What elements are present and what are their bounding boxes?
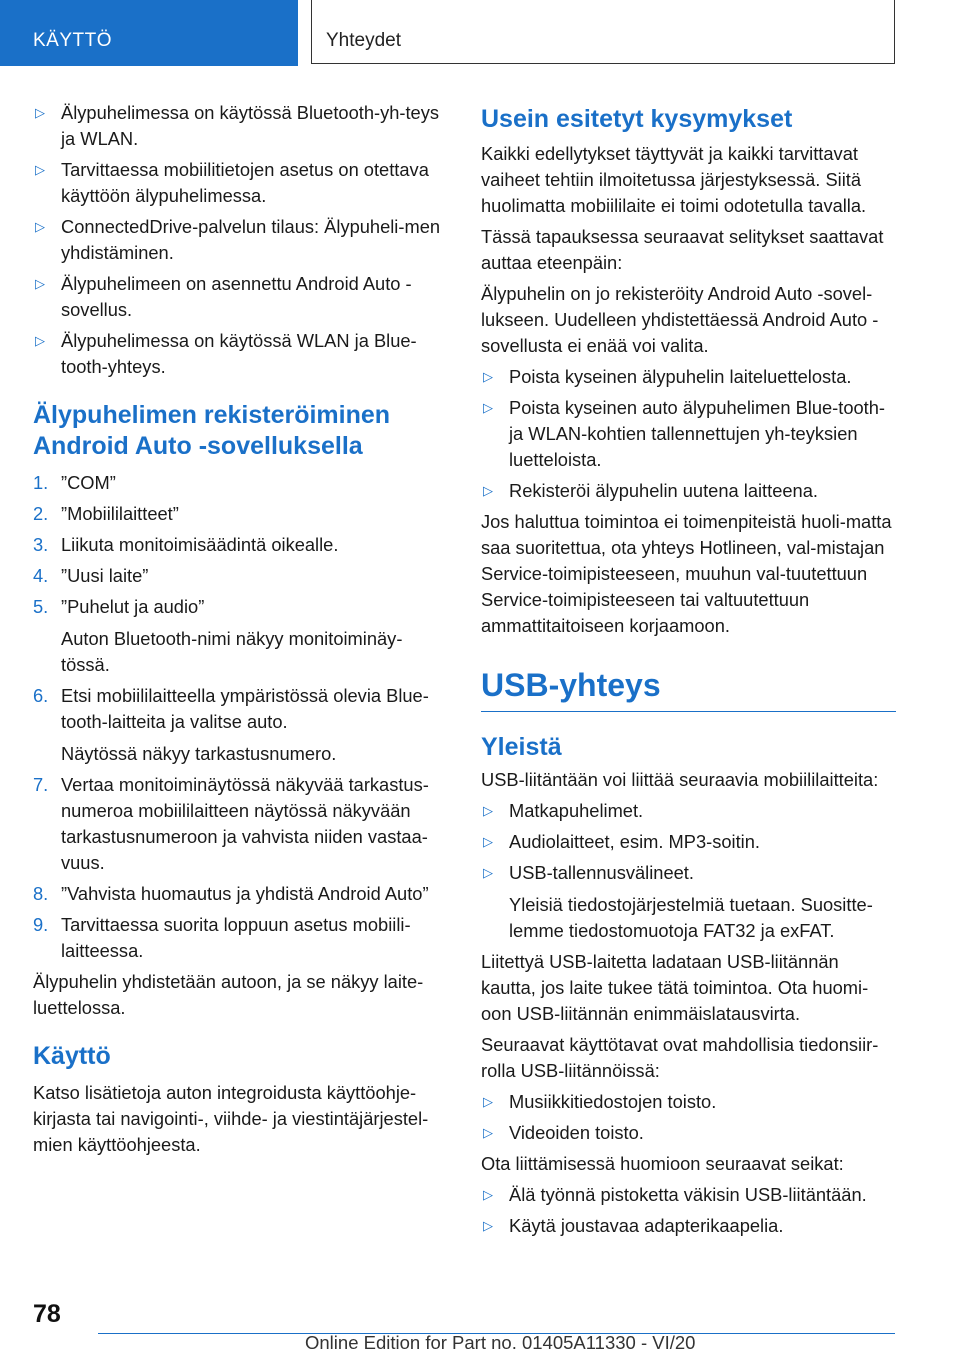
- general-heading: Yleistä: [481, 733, 562, 761]
- general-paragraph: Seuraavat käyttötavat ovat mahdollisia tiedonsiir‐rolla USB-liitännöissä:: [481, 1034, 879, 1081]
- step-number: 8.: [33, 883, 49, 904]
- triangle-bullet-icon: ▷: [483, 1218, 493, 1233]
- step-number: 9.: [33, 914, 49, 935]
- step-item: 5. ”Puhelut ja audio” Auton Bluetooth-nimi näkyy monitoiminäy‐tössä.: [33, 594, 447, 678]
- list-item: ▷ Matkapuhelimet.: [481, 798, 896, 824]
- list-item: ▷ Poista kyseinen älypuhelin laiteluettelosta.: [481, 364, 896, 390]
- usage-text: Katso lisätietoja auton integroidusta käyttöohje‐kirjasta tai navigointi-, viihde- ja viestintäjärjestel‐mien käyttöohjeesta.: [33, 1082, 429, 1155]
- triangle-bullet-icon: ▷: [35, 219, 45, 234]
- device-list: [481, 798, 896, 944]
- triangle-bullet-icon: ▷: [483, 1125, 493, 1140]
- list-item: ▷ Audiolaitteet, esim. MP3-soitin.: [481, 829, 896, 855]
- left-column: [33, 100, 447, 1163]
- triangle-bullet-icon: ▷: [483, 865, 493, 880]
- register-heading: Älypuhelimen rekisteröiminen Android Auto -sovelluksella: [33, 401, 391, 460]
- triangle-bullet-icon: ▷: [483, 834, 493, 849]
- triangle-bullet-icon: ▷: [483, 369, 493, 384]
- faq-paragraph: Jos haluttua toimintoa ei toimenpiteistä huoli‐matta saa suoritettua, ota yhteys Hotlineen, val‐mistajan Service-toimipisteeseen, muuhun val‐tuutettuun Service-toimipisteeseen tai valtuutettuun ammattitaitoiseen korjaamoon.: [481, 511, 892, 636]
- register-result: Älypuhelin yhdistetään autoon, ja se näkyy laite‐luettelossa.: [33, 971, 424, 1018]
- step-number: 5.: [33, 596, 49, 617]
- list-item: ▷ Älypuhelimessa on käytössä Bluetooth-yh‐teys ja WLAN.: [35, 102, 440, 149]
- step-item: 6. Etsi mobiililaitteella ympäristössä olevia Blue‐tooth-laitteita ja valitse auto. Näytössä näkyy tarkastusnumero.: [33, 683, 447, 767]
- step-item: 3. Liikuta monitoimisäädintä oikealle.: [33, 532, 447, 558]
- step-note: Näytössä näkyy tarkastusnumero.: [61, 743, 337, 764]
- step-number: 4.: [33, 565, 49, 586]
- step-number: 3.: [33, 534, 49, 555]
- right-column: [481, 100, 896, 1244]
- faq-heading: Usein esitetyt kysymykset: [481, 105, 793, 133]
- step-note: Auton Bluetooth-nimi näkyy monitoiminäy‐tössä.: [61, 628, 403, 675]
- list-item: ▷ Käytä joustavaa adapterikaapelia.: [481, 1213, 896, 1239]
- register-steps: [33, 470, 447, 964]
- list-item: ▷ Videoiden toisto.: [481, 1120, 896, 1146]
- triangle-bullet-icon: ▷: [483, 1094, 493, 1109]
- page-footer: [0, 1296, 960, 1362]
- triangle-bullet-icon: ▷: [483, 483, 493, 498]
- step-item: 1. ”COM”: [33, 470, 447, 496]
- list-item: ▷ USB-tallennusvälineet. Yleisiä tiedostojärjestelmiä tuetaan. Suositte‐lemme tiedostomuotoja FAT32 ja exFAT.: [481, 860, 896, 944]
- faq-list: [481, 364, 896, 504]
- requirements-list: [33, 100, 447, 380]
- triangle-bullet-icon: ▷: [35, 333, 45, 348]
- triangle-bullet-icon: ▷: [483, 400, 493, 415]
- list-item: ▷ Musiikkitiedostojen toisto.: [481, 1089, 896, 1115]
- usage-heading: Käyttö: [33, 1042, 111, 1070]
- step-item: 9. Tarvittaessa suorita loppuun asetus mobiili‐laitteessa.: [33, 914, 411, 961]
- faq-paragraph: Tässä tapauksessa seuraavat selitykset saattavat auttaa eteenpäin:: [481, 226, 884, 273]
- item-note: Yleisiä tiedostojärjestelmiä tuetaan. Suositte‐lemme tiedostomuotoja FAT32 ja exFAT.: [509, 894, 873, 941]
- list-item: ▷ Älypuhelimessa on käytössä WLAN ja Blue‐tooth-yhteys.: [35, 330, 417, 377]
- list-item: ▷ ConnectedDrive-palvelun tilaus: Älypuheli‐men yhdistäminen.: [35, 216, 441, 263]
- step-number: 1.: [33, 472, 49, 493]
- list-item: ▷ Poista kyseinen auto älypuhelimen Blue‐tooth- ja WLAN-kohtien tallennettujen yh‐teyksien luetteloista.: [483, 397, 886, 470]
- caution-list: [481, 1182, 896, 1239]
- edition-text: Online Edition for Part no. 01405A11330 - VI/20: [305, 1332, 696, 1353]
- page-header: [0, 0, 960, 66]
- triangle-bullet-icon: ▷: [35, 276, 45, 291]
- chapter-title: Yhteydet: [311, 0, 895, 64]
- faq-paragraph: Älypuhelin on jo rekisteröity Android Auto -sovel‐lukseen. Uudelleen yhdistettäessä Android Auto -sovellusta ei enää voi valita.: [481, 283, 879, 356]
- step-item: 4. ”Uusi laite”: [33, 563, 447, 589]
- page-number: 78: [33, 1300, 61, 1328]
- triangle-bullet-icon: ▷: [483, 803, 493, 818]
- list-item: ▷ Rekisteröi älypuhelin uutena laitteena.: [481, 478, 896, 504]
- step-number: 7.: [33, 774, 49, 795]
- step-item: 2. ”Mobiililaitteet”: [33, 501, 447, 527]
- general-paragraph: Liitettyä USB-laitetta ladataan USB-liitännän kautta, jos laite tukee tätä toimintoa. Ota huomi‐oon USB-liitännän enimmäislatausvirta.: [481, 951, 869, 1024]
- step-item: 8. ”Vahvista huomautus ja yhdistä Android Auto”: [33, 881, 447, 907]
- usage-list: [481, 1089, 896, 1146]
- section-tab: KÄYTTÖ: [0, 0, 298, 66]
- list-item: ▷ Tarvittaessa mobiilitietojen asetus on otettava käyttöön älypuhelimessa.: [35, 159, 429, 206]
- triangle-bullet-icon: ▷: [483, 1187, 493, 1202]
- triangle-bullet-icon: ▷: [35, 162, 45, 177]
- faq-paragraph: Kaikki edellytykset täyttyvät ja kaikki tarvittavat vaiheet tehtiin ilmoitetussa järjestyksessä. Siitä huolimatta mobiililaite ei toimi odotetulla tavalla.: [481, 143, 867, 216]
- list-item: ▷ Älypuhelimeen on asennettu Android Auto -sovellus.: [35, 273, 412, 320]
- triangle-bullet-icon: ▷: [35, 105, 45, 120]
- list-item: ▷ Älä työnnä pistoketta väkisin USB-liitäntään.: [481, 1182, 896, 1208]
- general-paragraph: USB-liitäntään voi liittää seuraavia mobiililaitteita:: [481, 769, 879, 790]
- general-paragraph: Ota liittämisessä huomioon seuraavat seikat:: [481, 1153, 844, 1174]
- step-item: 7. Vertaa monitoiminäytössä näkyvää tarkastus‐numeroa mobiililaitteen näytössä näkyvään tarkastusnumeroon ja vahvista niiden vastaa‐vuus.: [33, 774, 429, 873]
- usb-heading: USB-yhteys: [481, 665, 896, 712]
- step-number: 6.: [33, 685, 49, 706]
- step-number: 2.: [33, 503, 49, 524]
